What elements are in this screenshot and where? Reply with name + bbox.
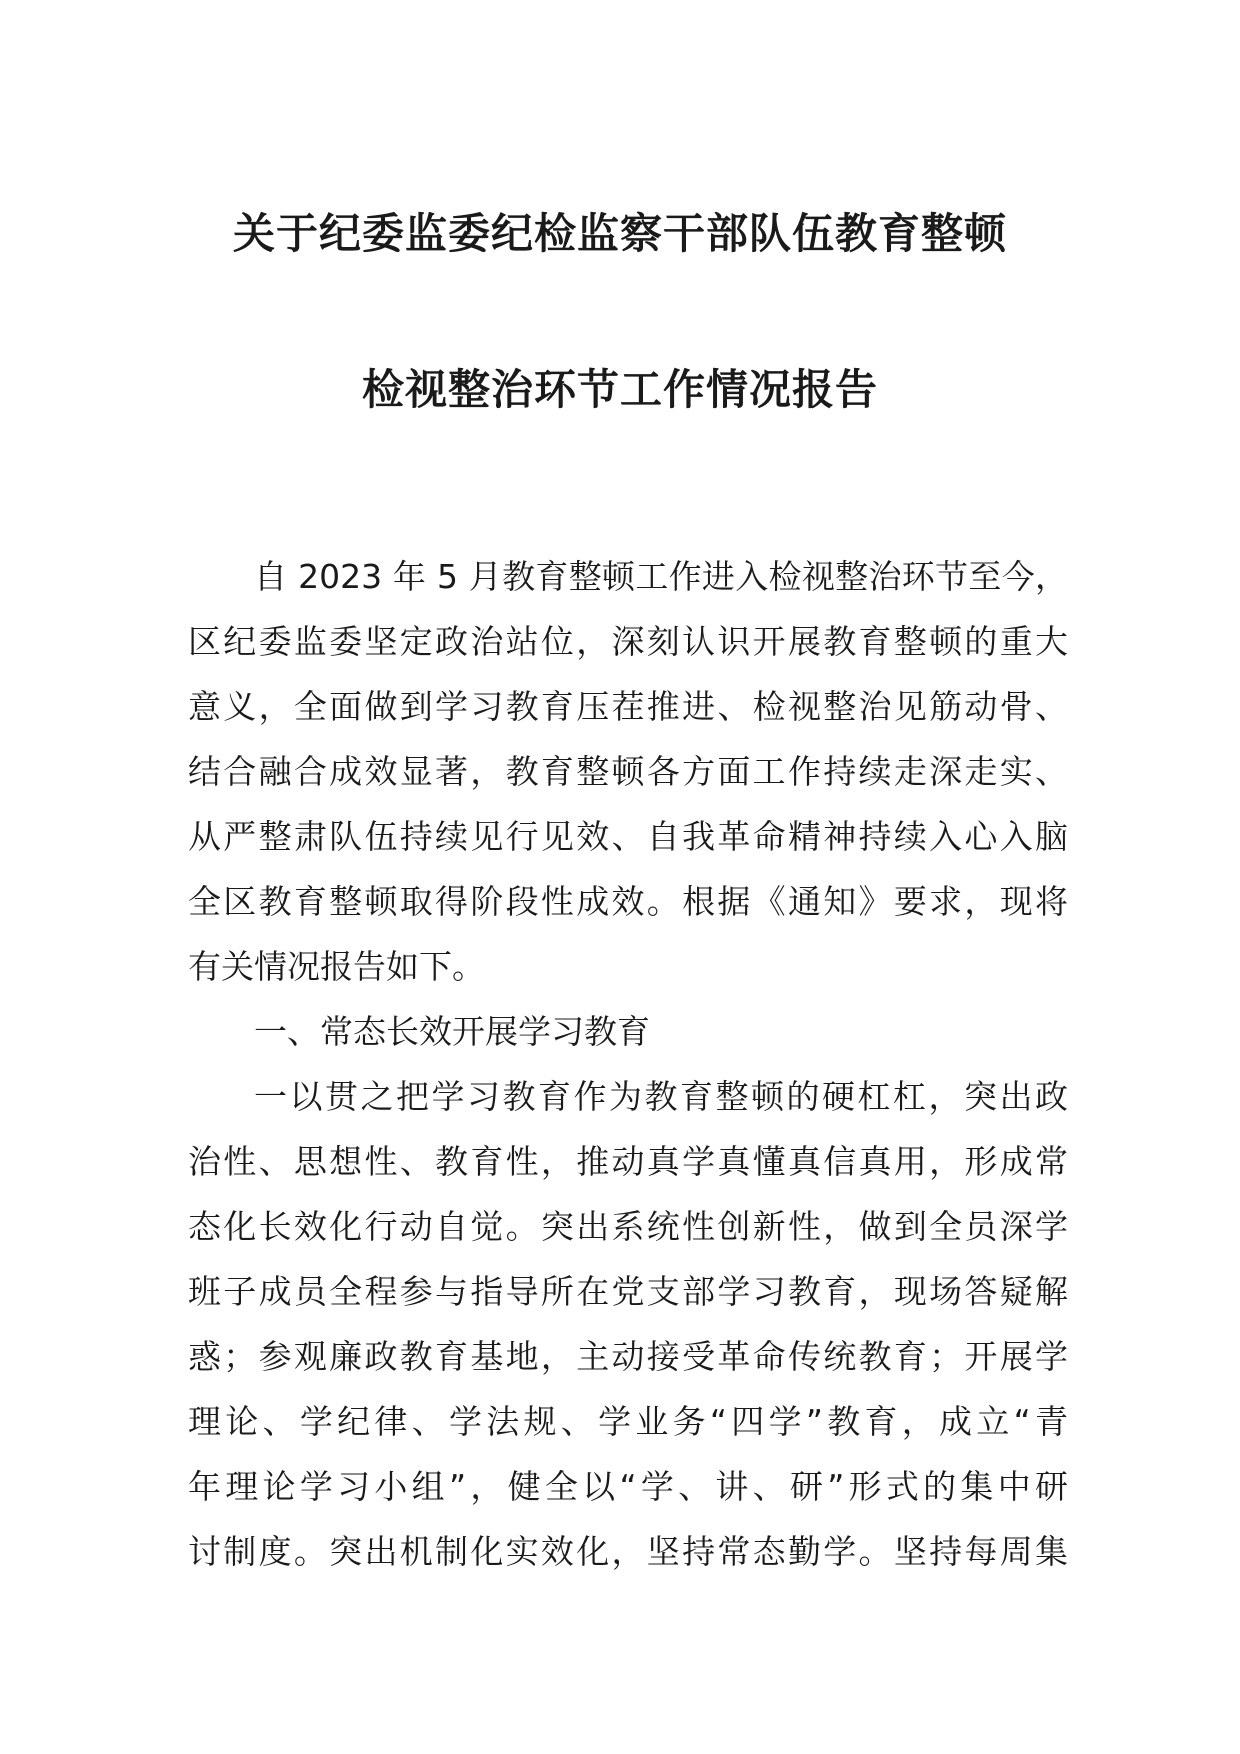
paragraph-1-line: 自 2023 年 5 月教育整顿工作进入检视整治环节至今， xyxy=(254,557,1068,596)
document-title-line-1: 关于纪委监委纪检监察干部队伍教育整顿 xyxy=(232,209,1007,258)
paragraph-2-line: 态化长效化行动自觉。突出系统性创新性，做到全员深学 xyxy=(188,1207,1068,1246)
paragraph-1-line: 从严整肃队伍持续见行见效、自我革命精神持续入心入脑 xyxy=(188,817,1068,856)
paragraph-2-line: 理论、学纪律、学法规、学业务“四学”教育，成立“青 xyxy=(188,1402,1068,1441)
paragraph-1-line: 区纪委监委坚定政治站位，深刻认识开展教育整顿的重大 xyxy=(188,622,1068,661)
paragraph-2-line: 班子成员全程参与指导所在党支部学习教育，现场答疑解 xyxy=(188,1272,1068,1311)
paragraph-2-line: 一以贯之把学习教育作为教育整顿的硬杠杠，突出政 xyxy=(254,1077,1068,1116)
paragraph-2-line: 治性、思想性、教育性，推动真学真懂真信真用，形成常 xyxy=(188,1142,1068,1181)
paragraph-2-line: 年理论学习小组”，健全以“学、讲、研”形式的集中研 xyxy=(188,1467,1068,1506)
paragraph-2-line: 讨制度。突出机制化实效化，坚持常态勤学。坚持每周集 xyxy=(188,1532,1068,1571)
paragraph-2-line: 惑；参观廉政教育基地，主动接受革命传统教育；开展学 xyxy=(188,1337,1068,1376)
paragraph-1-line: 意义，全面做到学习教育压茬推进、检视整治见筋动骨、 xyxy=(188,687,1068,726)
section-heading-1: 一、常态长效开展学习教育 xyxy=(254,1012,650,1051)
document-body xyxy=(188,544,1068,1584)
document-title-line-2: 检视整治环节工作情况报告 xyxy=(361,365,878,414)
paragraph-1-line: 有关情况报告如下。 xyxy=(188,947,485,986)
paragraph-1-line: 结合融合成效显著，教育整顿各方面工作持续走深走实、 xyxy=(188,752,1068,791)
paragraph-1-line: 全区教育整顿取得阶段性成效。根据《通知》要求，现将 xyxy=(188,882,1068,921)
